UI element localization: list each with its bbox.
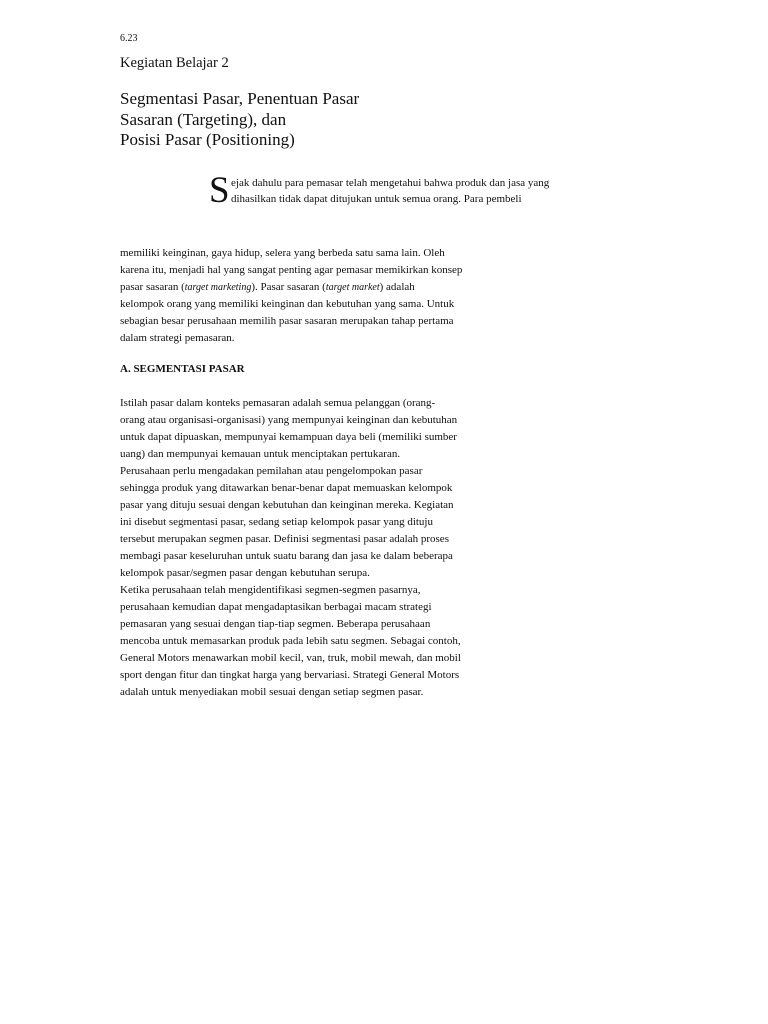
- text-line: membagi pasar keseluruhan untuk suatu barang dan jasa ke dalam beberapa: [120, 550, 453, 562]
- title-line: Segmentasi Pasar, Penentuan Pasar: [120, 89, 360, 108]
- text-line: adalah untuk menyediakan mobil sesuai dengan setiap segmen pasar.: [120, 686, 424, 698]
- title-line: Posisi Pasar (Positioning): [120, 130, 295, 149]
- intro-line: ejak dahulu para pemasar telah mengetahui bahwa produk dan jasa yang: [231, 177, 550, 189]
- text-line: sport dengan fitur dan tingkat harga yang bervariasi. Strategi General Motors: [120, 669, 460, 681]
- text-line: Ketika perusahaan telah mengidentifikasi segmen-segmen pasarnya,: [120, 584, 421, 596]
- text-line: kelompok pasar/segmen pasar dengan kebutuhan serupa.: [120, 567, 370, 579]
- text-line: dalam strategi pemasaran.: [120, 332, 235, 344]
- text-line-with-terms: [120, 279, 560, 296]
- text-line: pasar yang dituju sesuai dengan kebutuhan dan keinginan mereka. Kegiatan: [120, 499, 454, 511]
- title-line: Sasaran (Targeting), dan: [120, 109, 287, 129]
- chapter-label: Kegiatan Belajar 2: [120, 55, 229, 71]
- paragraph-2: [120, 395, 560, 701]
- text-line: karena itu, menjadi hal yang sangat penting agar pemasar memikirkan konsep: [120, 264, 463, 276]
- intro-line: dihasilkan tidak dapat ditujukan untuk semua orang. Para pembeli: [231, 193, 522, 205]
- text-line: memiliki keinginan, gaya hidup, selera yang berbeda satu sama lain. Oleh: [120, 247, 445, 259]
- text-line: ini disebut segmentasi pasar, sedang setiap kelompok pasar yang dituju: [120, 516, 433, 528]
- text-fragment: ). Pasar sasaran (: [251, 281, 326, 293]
- text-fragment: ) adalah: [379, 281, 415, 293]
- text-line: untuk dapat dipuaskan, mempunyai kemampuan daya beli (memiliki sumber: [120, 431, 457, 443]
- text-line: sehingga produk yang ditawarkan benar-benar dapat memuaskan kelompok: [120, 482, 453, 494]
- italic-term: target marketing: [184, 282, 252, 293]
- drop-cap: S: [209, 170, 230, 211]
- paragraph-1: [120, 245, 560, 347]
- page-title: [120, 89, 359, 151]
- text-line: orang atau organisasi-organisasi) yang mempunyai keinginan dan kebutuhan: [120, 414, 458, 426]
- text-line: sebagian besar perusahaan memilih pasar sasaran merupakan tahap pertama: [120, 315, 454, 327]
- text-line: uang) dan mempunyai kemauan untuk menciptakan pertukaran.: [120, 448, 401, 460]
- text-line: Istilah pasar dalam konteks pemasaran adalah semua pelanggan (orang-: [120, 397, 436, 409]
- text-line: Perusahaan perlu mengadakan pemilahan atau pengelompokan pasar: [120, 465, 423, 477]
- page-number: 6.23: [120, 33, 138, 44]
- section-heading: A. SEGMENTASI PASAR: [120, 363, 245, 375]
- text-line: General Motors menawarkan mobil kecil, van, truk, mobil mewah, dan mobil: [120, 652, 461, 664]
- text-line: pemasaran yang sesuai dengan tiap-tiap segmen. Beberapa perusahaan: [120, 618, 431, 630]
- text-line: mencoba untuk memasarkan produk pada lebih satu segmen. Sebagai contoh,: [120, 635, 461, 647]
- text-line: tersebut merupakan segmen pasar. Definisi segmentasi pasar adalah proses: [120, 533, 449, 545]
- text-line: kelompok orang yang memiliki keinginan dan kebutuhan yang sama. Untuk: [120, 298, 455, 310]
- text-line: perusahaan kemudian dapat mengadaptasikan berbagai macam strategi: [120, 601, 432, 613]
- text-fragment: pasar sasaran (: [120, 281, 185, 293]
- italic-term: target market: [325, 282, 380, 293]
